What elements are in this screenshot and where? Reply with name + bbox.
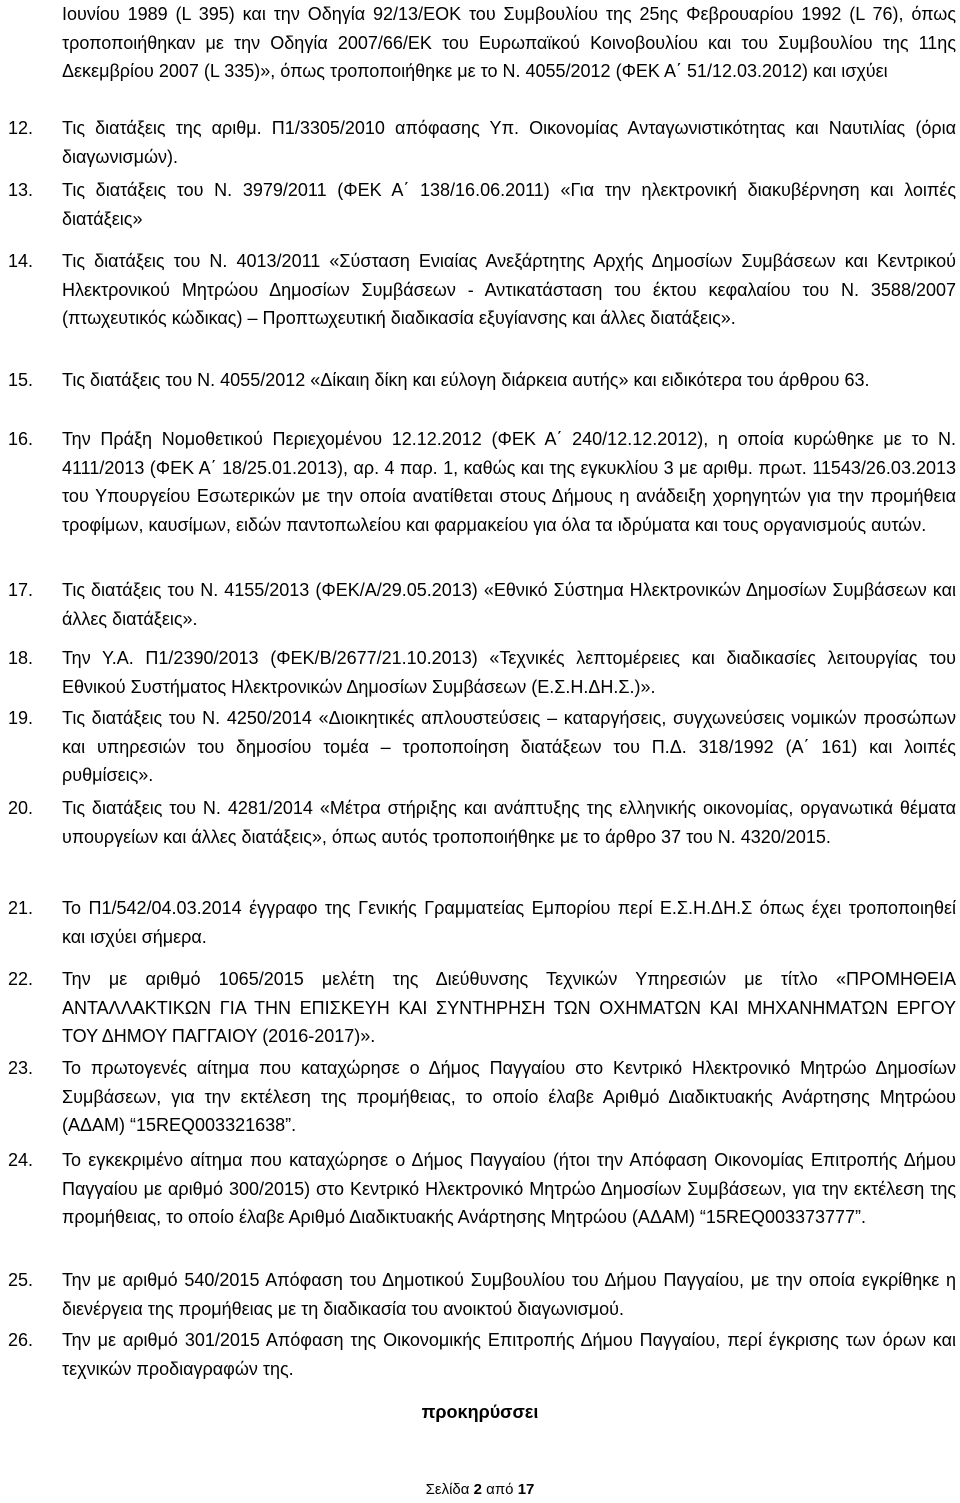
item-text: Τις διατάξεις του Ν. 4055/2012 «Δίκαιη δίκη και εύλογη διάρκεια αυτής» και ειδικότερα του άρθρου 63.: [62, 370, 870, 390]
section-heading: προκηρύσσει: [421, 1402, 539, 1422]
item-number: 25.: [8, 1270, 34, 1290]
item-text: Την Πράξη Νομοθετικού Περιεχομένου 12.12.2012 (ΦΕΚ Α΄ 240/12.12.2012), η οποία κυρώθηκε με το Ν. 4111/2013 (ΦΕΚ Α΄ 18/25.01.2013), αρ. 4 παρ. 1, καθώς και της εγκυκλίου 3 με αριθμ. πρωτ. 11543/26.03.2013 του Υπουργείου Εσωτερικών με την οποία ανατίθεται στους Δήμους η ανάδειξη χορηγητών για την προμήθεια τροφίμων, καυσίμων, ειδών παντοπωλείου και φαρμακείου για όλα τα ιδρύματα και τους οργανισμούς αυτών.: [62, 429, 956, 535]
list-item-12: [8, 114, 956, 171]
item-text: Τις διατάξεις του Ν. 4281/2014 «Μέτρα στήριξης και ανάπτυξης της ελληνικής οικονομίας, οργανωτικά θέματα υπουργείων και άλλες διατάξεις», όπως αυτός τροποποιήθηκε με το άρθρο 37 του Ν. 4320/2015.: [62, 798, 956, 847]
item-number: 18.: [8, 648, 34, 668]
footer-prefix: Σελίδα: [425, 1481, 470, 1498]
list-item-22: [8, 965, 956, 1051]
item-number: 20.: [8, 798, 34, 818]
item-number: 19.: [8, 708, 34, 728]
footer-total-pages: 17: [517, 1481, 535, 1498]
item-text: Τις διατάξεις του Ν. 3979/2011 (ΦΕΚ Α΄ 138/16.06.2011) «Για την ηλεκτρονική διακυβέρνηση και λοιπές διατάξεις»: [62, 180, 956, 229]
item-number: 23.: [8, 1058, 34, 1078]
item-text: Το πρωτογενές αίτημα που καταχώρησε ο Δήμος Παγγαίου στο Κεντρικό Ηλεκτρονικό Μητρώο Δημοσίων Συμβάσεων, για την εκτέλεση της προμήθειας, το οποίο έλαβε Αριθμό Διαδικτυακής Ανάρτησης Μητρώου (ΑΔΑΜ) “15REQ003321638”.: [62, 1058, 956, 1135]
list-item-16: [8, 425, 956, 539]
item-text: Την με αριθμό 540/2015 Απόφαση του Δημοτικού Συμβουλίου του Δήμου Παγγαίου, με την οποία εγκρίθηκε η διενέργεια της προμήθειας με τη διαδικασία του ανοικτού διαγωνισμού.: [62, 1270, 956, 1319]
list-item-17: [8, 576, 956, 633]
item-number: 16.: [8, 429, 34, 449]
list-item-19: [8, 704, 956, 790]
list-item-18: [8, 644, 956, 701]
page-footer: [0, 1480, 960, 1500]
item-text: Τις διατάξεις του Ν. 4013/2011 «Σύσταση Ενιαίας Ανεξάρτητης Αρχής Δημοσίων Συμβάσεων και Κεντρικού Ηλεκτρονικού Μητρώου Δημοσίων Συμβάσεων - Αντικατάσταση του έκτου κεφαλαίου του Ν. 3588/2007 (πτωχευτικός κώδικας) – Προπτωχευτική διαδικασία εξυγίανσης και άλλες διατάξεις».: [62, 251, 956, 328]
item-text: Τις διατάξεις του Ν. 4155/2013 (ΦΕΚ/Α/29.05.2013) «Εθνικό Σύστημα Ηλεκτρονικών Δημοσίων Συμβάσεων και άλλες διατάξεις».: [62, 580, 956, 629]
item-number: 12.: [8, 118, 34, 138]
list-item-25: [8, 1266, 956, 1323]
item-text: Την με αριθμό 301/2015 Απόφαση της Οικονομικής Επιτροπής Δήμου Παγγαίου, περί έγκρισης των όρων και τεχνικών προδιαγραφών της.: [62, 1330, 956, 1379]
item-text: Τις διατάξεις της αριθμ. Π1/3305/2010 απόφασης Υπ. Οικονομίας Ανταγωνιστικότητας και Ναυτιλίας (όρια διαγωνισμών).: [62, 118, 956, 167]
item-text: Το εγκεκριμένο αίτημα που καταχώρησε ο Δήμος Παγγαίου (ήτοι την Απόφαση Οικονομίας Επιτροπής Δήμου Παγγαίου με αριθμό 300/2015) στο Κεντρικό Ηλεκτρονικό Μητρώο Δημοσίων Συμβάσεων, για την εκτέλεση της προμήθειας, το οποίο έλαβε Αριθμό Διαδικτυακής Ανάρτησης Μητρώου (ΑΔΑΜ) “15REQ003373777”.: [62, 1150, 956, 1227]
item-number: 17.: [8, 580, 34, 600]
item-number: 15.: [8, 370, 34, 390]
footer-page-number: 2: [473, 1481, 482, 1498]
list-item-24: [8, 1146, 956, 1232]
intro-continuation: Ιουνίου 1989 (L 395) και την Οδηγία 92/13/ΕΟΚ του Συμβουλίου της 25ης Φεβρουαρίου 1992 (L 76), όπως τροποποιήθηκαν με την Οδηγία 2007/66/ΕΚ του Ευρωπαϊκού Κοινοβουλίου και του Συμβουλίου της 11ης Δεκεμβρίου 2007 (L 335)», όπως τροποποιήθηκε με το Ν. 4055/2012 (ΦΕΚ Α΄ 51/12.03.2012) και ισχύει: [62, 4, 956, 81]
item-text: Τις διατάξεις του Ν. 4250/2014 «Διοικητικές απλουστεύσεις – καταργήσεις, συγχωνεύσεις νομικών προσώπων και υπηρεσιών του δημοσίου τομέα – τροποποίηση διατάξεων του Π.Δ. 318/1992 (Α΄ 161) και λοιπές ρυθμίσεις».: [62, 708, 956, 785]
item-number: 26.: [8, 1330, 34, 1350]
item-text: Την με αριθμό 1065/2015 μελέτη της Διεύθυνσης Τεχνικών Υπηρεσιών με τίτλο «ΠΡΟΜΗΘΕΙΑ ΑΝΤΑΛΛΑΚΤΙΚΩΝ ΓΙΑ ΤΗΝ ΕΠΙΣΚΕΥΗ ΚΑΙ ΣΥΝΤΗΡΗΣΗ ΤΩΝ ΟΧΗΜΑΤΩΝ ΚΑΙ ΜΗΧΑΝΗΜΑΤΩΝ ΕΡΓΟΥ ΤΟΥ ΔΗΜΟΥ ΠΑΓΓΑΙΟΥ (2016-2017)».: [62, 969, 956, 1046]
list-item-23: [8, 1054, 956, 1140]
item-number: 22.: [8, 969, 34, 989]
item-number: 24.: [8, 1150, 34, 1170]
item-number: 13.: [8, 180, 34, 200]
list-item-13: [8, 176, 956, 233]
item-number: 21.: [8, 898, 34, 918]
footer-of-word: από: [486, 1481, 514, 1498]
list-item-26: [8, 1326, 956, 1383]
list-item-21: [8, 894, 956, 951]
item-number: 14.: [8, 251, 34, 271]
list-item-20: [8, 794, 956, 851]
list-item-14: [8, 247, 956, 333]
list-item-15: [8, 366, 956, 395]
item-text: Την Υ.Α. Π1/2390/2013 (ΦΕΚ/Β/2677/21.10.2013) «Τεχνικές λεπτομέρειες και διαδικασίες λειτουργίας του Εθνικού Συστήματος Ηλεκτρονικών Δημοσίων Συμβάσεων (Ε.Σ.Η.ΔΗ.Σ.)».: [62, 648, 956, 697]
item-text: Το Π1/542/04.03.2014 έγγραφο της Γενικής Γραμματείας Εμπορίου περί Ε.Σ.Η.ΔΗ.Σ όπως έχει τροποποιηθεί και ισχύει σήμερα.: [62, 898, 956, 947]
